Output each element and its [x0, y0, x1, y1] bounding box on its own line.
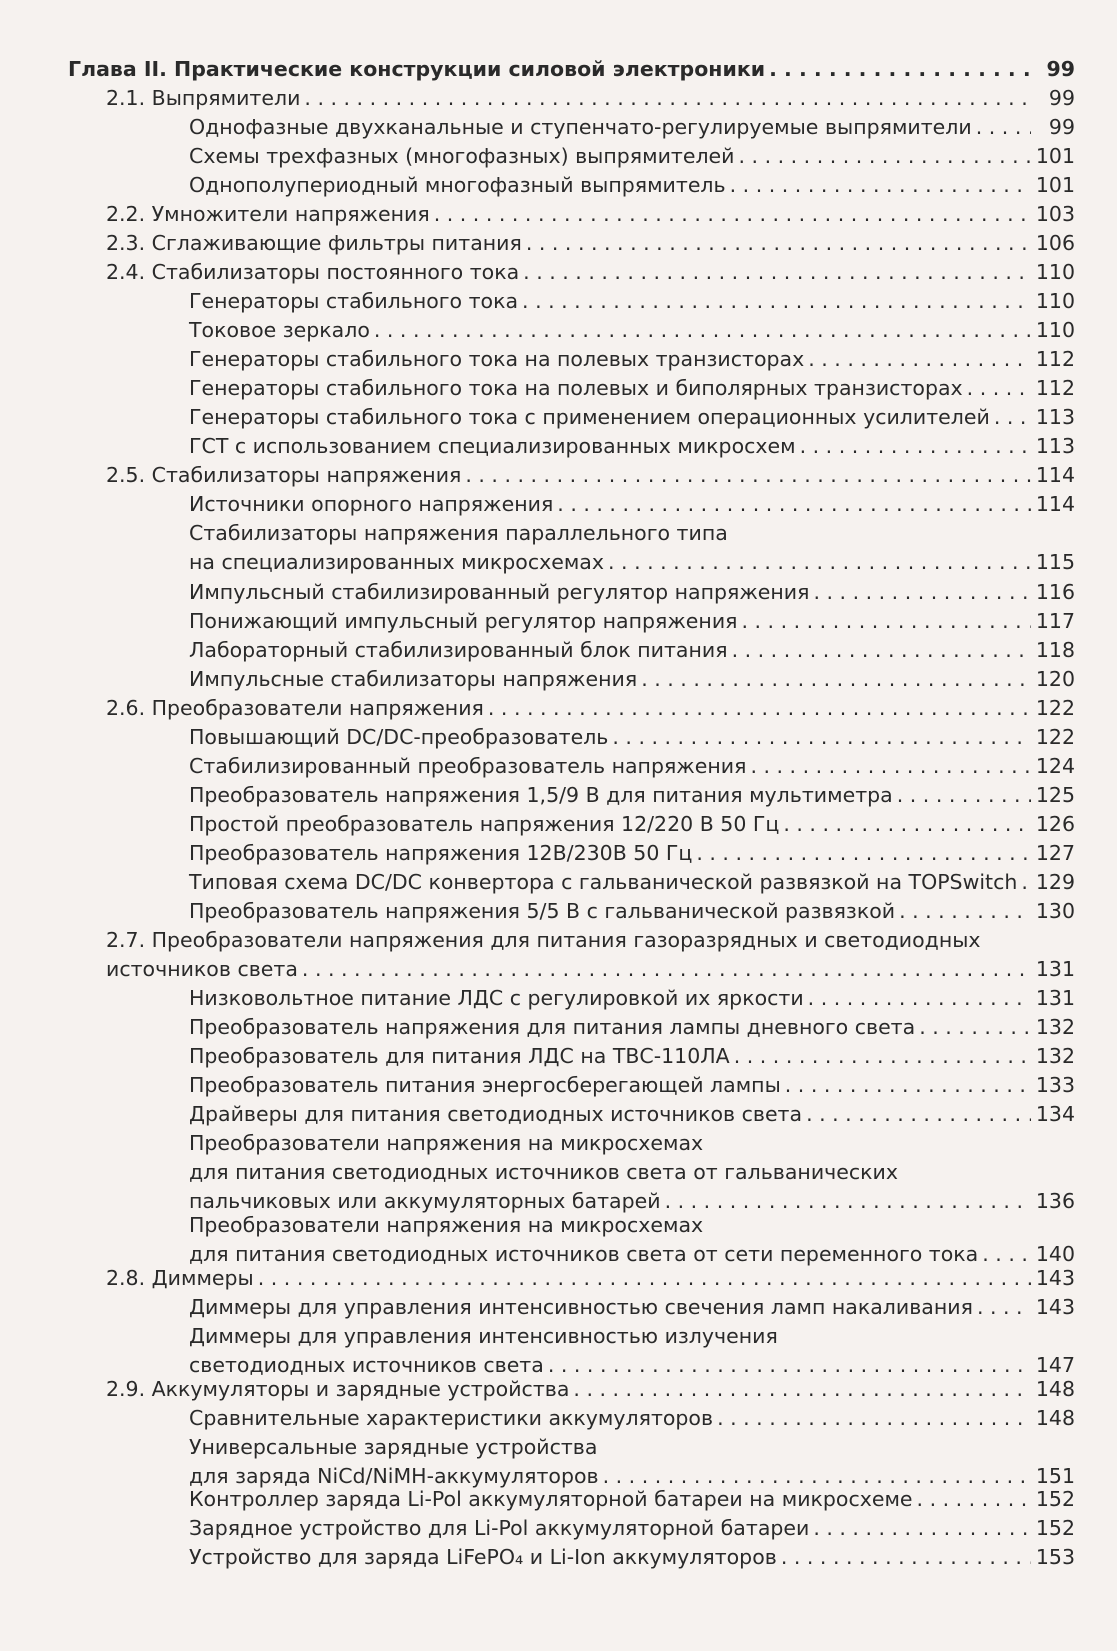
entry-title: пальчиковых или аккумуляторных батарей — [189, 1189, 661, 1213]
entry-title: Схемы трехфазных (многофазных) выпрямителей — [189, 144, 735, 168]
dot-leader — [785, 1071, 1031, 1100]
subsection-entry[interactable] — [189, 1404, 1075, 1433]
dot-leader — [612, 723, 1031, 752]
entry-title: Понижающий импульсный регулятор напряжения — [189, 609, 738, 633]
dot-leader — [917, 1485, 1031, 1514]
page-number: 117 — [1035, 609, 1075, 633]
page-number: 113 — [1035, 405, 1075, 429]
dot-leader — [526, 229, 1031, 258]
subsection-entry[interactable] — [189, 113, 1075, 142]
dot-leader — [977, 1293, 1031, 1322]
dot-leader — [813, 578, 1031, 607]
subsection-entry[interactable] — [189, 752, 1075, 781]
dot-leader — [734, 1042, 1031, 1071]
entry-title: Сравнительные характеристики аккумуляторов — [189, 1406, 714, 1430]
dot-leader — [523, 258, 1031, 287]
dot-leader — [739, 142, 1032, 171]
dot-leader — [800, 432, 1031, 461]
section-entry[interactable] — [106, 926, 1075, 984]
entry-title: 2.5. Стабилизаторы напряжения — [106, 463, 462, 487]
entry-title: 2.9. Аккумуляторы и зарядные устройства — [106, 1377, 570, 1401]
dot-leader — [967, 374, 1031, 403]
page-number: 106 — [1035, 231, 1075, 255]
dot-leader — [434, 200, 1031, 229]
entry-title: Преобразователь напряжения 5/5 В с гальванической развязкой — [189, 899, 896, 923]
page-number: 99 — [1048, 86, 1075, 110]
entry-title: Типовая схема DC/DC конвертора с гальванической развязкой на TOPSwitch — [189, 870, 1018, 894]
page-number: 103 — [1035, 202, 1075, 226]
entry-title: Драйверы для питания светодиодных источников света — [189, 1102, 803, 1126]
entry-title: Однофазные двухканальные и ступенчато-регулируемые выпрямители — [189, 115, 972, 139]
section-entry[interactable] — [106, 200, 1075, 229]
subsection-entry[interactable] — [189, 578, 1075, 607]
entry-title: светодиодных источников света — [189, 1353, 544, 1377]
dot-leader — [717, 1404, 1031, 1433]
subsection-entry[interactable] — [189, 142, 1075, 171]
dot-leader — [304, 84, 1031, 113]
page-number: 152 — [1035, 1516, 1075, 1540]
entry-title: Преобразователь напряжения 1,5/9 В для питания мультиметра — [189, 783, 893, 807]
subsection-entry[interactable] — [189, 839, 1075, 868]
subsection-entry[interactable] — [189, 1433, 1075, 1491]
subsection-entry[interactable] — [189, 723, 1075, 752]
page-number: 143 — [1035, 1295, 1075, 1319]
subsection-entry[interactable] — [189, 1071, 1075, 1100]
dot-leader — [769, 55, 1031, 84]
page-number: 148 — [1035, 1406, 1075, 1430]
entry-title-line: 2.7. Преобразователи напряжения для питания газоразрядных и светодиодных — [106, 928, 981, 952]
entry-title: Преобразователь питания энергосберегающей лампы — [189, 1073, 781, 1097]
subsection-entry[interactable] — [189, 171, 1075, 200]
subsection-entry[interactable] — [189, 1100, 1075, 1129]
subsection-entry[interactable] — [189, 607, 1075, 636]
subsection-entry[interactable] — [189, 665, 1075, 694]
section-entry[interactable] — [106, 694, 1075, 723]
subsection-entry[interactable] — [189, 519, 1075, 577]
dot-leader — [813, 1514, 1031, 1543]
entry-title: Токовое зеркало — [189, 318, 370, 342]
section-entry[interactable] — [106, 84, 1075, 113]
entry-title-line: Стабилизаторы напряжения параллельного типа — [189, 521, 728, 545]
section-entry[interactable] — [106, 1375, 1075, 1404]
subsection-entry[interactable] — [189, 1322, 1075, 1380]
entry-title: Преобразователь напряжения 12В/230В 50 Гц — [189, 841, 693, 865]
subsection-entry[interactable] — [189, 868, 1075, 897]
page-number: 134 — [1035, 1102, 1075, 1126]
entry-title: Простой преобразователь напряжения 12/220 В 50 Гц — [189, 812, 780, 836]
subsection-entry[interactable] — [189, 1129, 1075, 1216]
subsection-entry[interactable] — [189, 1514, 1075, 1543]
page-number: 148 — [1035, 1377, 1075, 1401]
dot-leader — [897, 781, 1031, 810]
entry-title: для питания светодиодных источников света от сети переменного тока — [189, 1242, 979, 1266]
subsection-entry[interactable] — [189, 287, 1075, 316]
dot-leader — [258, 1264, 1031, 1293]
subsection-entry[interactable] — [189, 1013, 1075, 1042]
dot-leader — [994, 403, 1031, 432]
entry-title: Генераторы стабильного тока на полевых и биполярных транзисторах — [189, 376, 963, 400]
subsection-entry[interactable] — [189, 636, 1075, 665]
entry-title: Низковольтное питание ЛДС с регулировкой их яркости — [189, 986, 804, 1010]
entry-title: на специализированных микросхемах — [189, 550, 604, 574]
dot-leader — [465, 461, 1031, 490]
entry-title: Лабораторный стабилизированный блок питания — [189, 638, 728, 662]
dot-leader — [750, 752, 1031, 781]
page-number: 122 — [1035, 725, 1075, 749]
dot-leader — [696, 839, 1031, 868]
page-number: 153 — [1035, 1545, 1075, 1569]
page-number: 152 — [1035, 1487, 1075, 1511]
entry-title: Диммеры для управления интенсивностью свечения ламп накаливания — [189, 1295, 973, 1319]
dot-leader — [302, 955, 1031, 984]
entry-title: 2.3. Сглаживающие фильтры питания — [106, 231, 522, 255]
entry-title: Импульсные стабилизаторы напряжения — [189, 667, 638, 691]
section-entry[interactable] — [106, 1264, 1075, 1293]
subsection-entry[interactable] — [189, 316, 1075, 345]
entry-title: Импульсный стабилизированный регулятор напряжения — [189, 580, 810, 604]
entry-title: Устройство для заряда LiFePO₄ и Li-Ion аккумуляторов — [189, 1545, 777, 1569]
entry-title: Однополупериодный многофазный выпрямитель — [189, 173, 726, 197]
entry-title: источников света — [106, 957, 298, 981]
page-number: 110 — [1035, 260, 1075, 284]
entry-title: Зарядное устройство для Li-Pol аккумуляторной батареи — [189, 1516, 810, 1540]
subsection-entry[interactable] — [189, 1293, 1075, 1322]
section-entry[interactable] — [106, 461, 1075, 490]
page-number: 140 — [1035, 1242, 1075, 1266]
dot-leader — [919, 1013, 1031, 1042]
page-number: 147 — [1035, 1353, 1075, 1377]
subsection-entry[interactable] — [189, 781, 1075, 810]
subsection-entry[interactable] — [189, 1485, 1075, 1514]
entry-title: Повышающий DC/DC-преобразователь — [189, 725, 609, 749]
page-number: 132 — [1035, 1044, 1075, 1068]
page-number: 116 — [1035, 580, 1075, 604]
dot-leader — [1021, 868, 1031, 897]
page-number: 132 — [1035, 1015, 1075, 1039]
entry-title-line: Преобразователи напряжения на микросхемах — [189, 1131, 704, 1155]
dot-leader — [641, 665, 1031, 694]
page-number: 101 — [1035, 173, 1075, 197]
entry-title: Глава II. Практические конструкции силовой электроники — [68, 57, 766, 81]
dot-leader — [732, 636, 1031, 665]
dot-leader — [557, 490, 1031, 519]
dot-leader — [808, 984, 1031, 1013]
entry-title-line: Универсальные зарядные устройства — [189, 1435, 598, 1459]
subsection-entry[interactable] — [189, 432, 1075, 461]
page-number: 122 — [1035, 696, 1075, 720]
subsection-entry[interactable] — [189, 1543, 1075, 1572]
entry-title: Стабилизированный преобразователь напряжения — [189, 754, 747, 778]
page-number: 114 — [1035, 463, 1075, 487]
page-number: 127 — [1035, 841, 1075, 865]
page-number: 120 — [1035, 667, 1075, 691]
entry-title-line: Диммеры для управления интенсивностью излучения — [189, 1324, 778, 1348]
subsection-entry[interactable] — [189, 810, 1075, 839]
subsection-entry[interactable] — [189, 984, 1075, 1013]
dot-leader — [808, 345, 1031, 374]
dot-leader — [781, 1543, 1031, 1572]
page-number: 131 — [1035, 986, 1075, 1010]
dot-leader — [806, 1100, 1031, 1129]
chapter-entry[interactable] — [68, 55, 1075, 84]
entry-title: 2.2. Умножители напряжения — [106, 202, 430, 226]
page-number: 151 — [1035, 1464, 1075, 1488]
dot-leader — [899, 897, 1031, 926]
dot-leader — [488, 694, 1031, 723]
entry-title: 2.1. Выпрямители — [106, 86, 301, 110]
page-number: 124 — [1035, 754, 1075, 778]
entry-title: ГСТ с использованием специализированных микросхем — [189, 434, 796, 458]
entry-title: Генераторы стабильного тока на полевых транзисторах — [189, 347, 805, 371]
dot-leader — [608, 548, 1031, 577]
page-number: 110 — [1035, 318, 1075, 342]
page-number: 114 — [1035, 492, 1075, 516]
subsection-entry[interactable] — [189, 374, 1075, 403]
entry-title: 2.6. Преобразователи напряжения — [106, 696, 484, 720]
page-number: 99 — [1048, 115, 1075, 139]
subsection-entry[interactable] — [189, 403, 1075, 432]
dot-leader — [730, 171, 1031, 200]
page-number: 126 — [1035, 812, 1075, 836]
section-entry[interactable] — [106, 229, 1075, 258]
subsection-entry[interactable] — [189, 897, 1075, 926]
page-number: 129 — [1035, 870, 1075, 894]
page-number: 118 — [1035, 638, 1075, 662]
entry-title: 2.8. Диммеры — [106, 1266, 254, 1290]
page-number: 99 — [1046, 57, 1075, 81]
page-number: 101 — [1035, 144, 1075, 168]
dot-leader — [741, 607, 1031, 636]
page-number: 131 — [1035, 957, 1075, 981]
page-number: 112 — [1035, 376, 1075, 400]
page-number: 130 — [1035, 899, 1075, 923]
subsection-entry[interactable] — [189, 490, 1075, 519]
page-number: 133 — [1035, 1073, 1075, 1097]
subsection-entry[interactable] — [189, 1042, 1075, 1071]
subsection-entry[interactable] — [189, 345, 1075, 374]
page-number: 143 — [1035, 1266, 1075, 1290]
entry-title: Преобразователь для питания ЛДС на ТВС-110ЛА — [189, 1044, 730, 1068]
page-number: 125 — [1035, 783, 1075, 807]
entry-title: Преобразователь напряжения для питания лампы дневного света — [189, 1015, 916, 1039]
dot-leader — [783, 810, 1031, 839]
page-number: 110 — [1035, 289, 1075, 313]
dot-leader — [573, 1375, 1031, 1404]
entry-title-line: Преобразователи напряжения на микросхемах — [189, 1213, 704, 1237]
page-number: 136 — [1035, 1189, 1075, 1213]
entry-title: Источники опорного напряжения — [189, 492, 554, 516]
dot-leader — [374, 316, 1031, 345]
dot-leader — [522, 287, 1031, 316]
entry-title: 2.4. Стабилизаторы постоянного тока — [106, 260, 520, 284]
entry-title: Контроллер заряда Li-Pol аккумуляторной батареи на микросхеме — [189, 1487, 913, 1511]
dot-leader — [976, 113, 1031, 142]
entry-title: Генераторы стабильного тока с применением операционных усилителей — [189, 405, 990, 429]
entry-title: Генераторы стабильного тока — [189, 289, 519, 313]
page-number: 113 — [1035, 434, 1075, 458]
page-number: 112 — [1035, 347, 1075, 371]
page-number: 115 — [1035, 550, 1075, 574]
entry-title: для заряда NiCd/NiMH-аккумуляторов — [189, 1464, 599, 1488]
entry-title-line: для питания светодиодных источников света от гальванических — [189, 1160, 898, 1184]
section-entry[interactable] — [106, 258, 1075, 287]
subsection-entry[interactable] — [189, 1211, 1075, 1269]
